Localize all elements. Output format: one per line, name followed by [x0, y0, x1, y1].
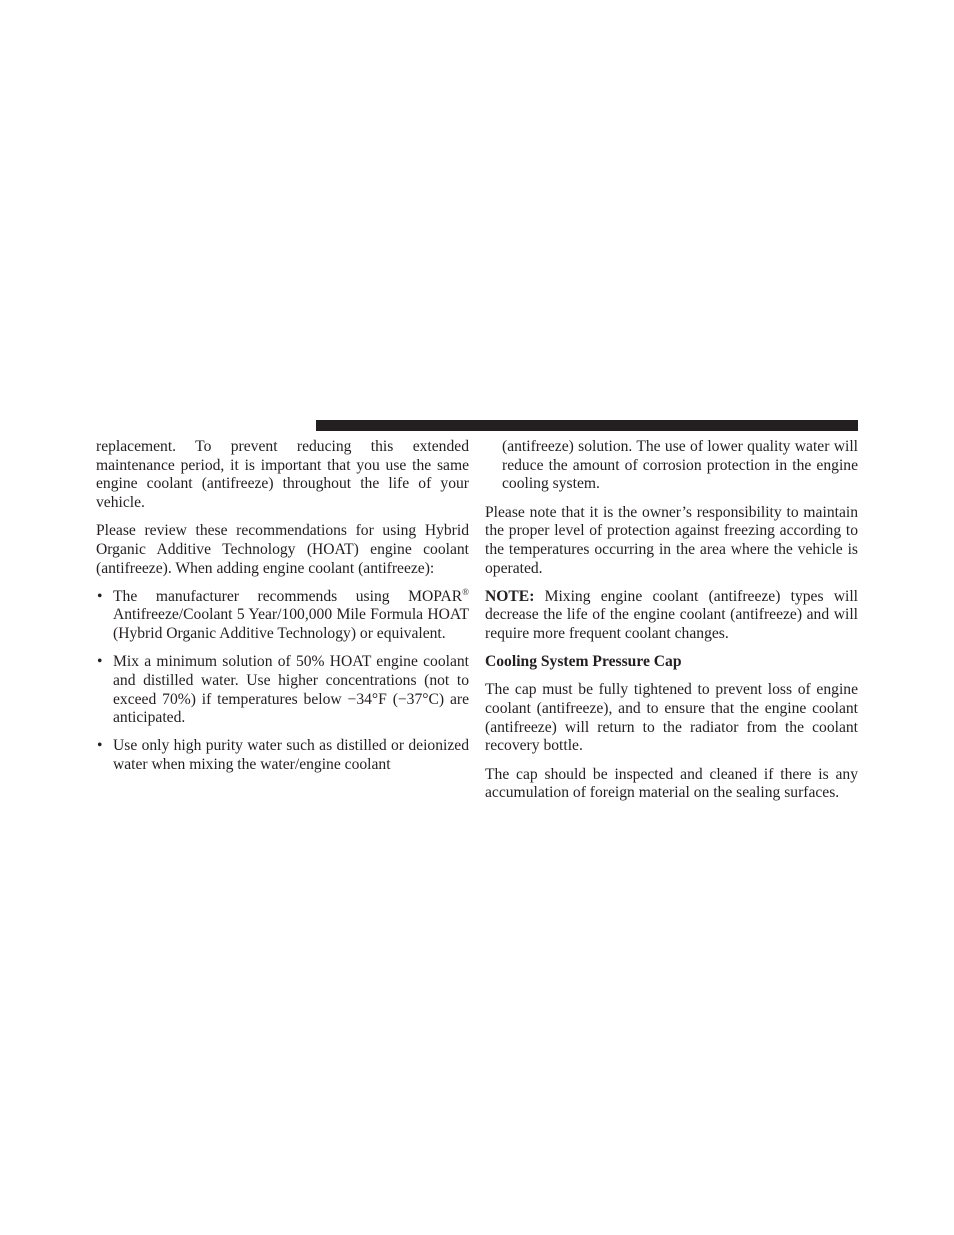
list-item [96, 653, 469, 728]
note-paragraph [485, 588, 858, 644]
list-item-text: Antifreeze/Coolant 5 Year/100,000 Mile Formula HOAT (Hybrid Organic Additive Technology) or equivalent. [113, 606, 469, 643]
bullet-marker: • [97, 737, 103, 755]
note-label: NOTE: [485, 587, 535, 605]
list-item-text: Use only high purity water such as distilled or deionized water when mixing the water/engine coolant [113, 737, 469, 774]
note-text: Mixing engine coolant (antifreeze) types will decrease the life of the engine coolant (antifreeze) and will require more frequent coolant changes. [485, 587, 858, 643]
bullet-marker: • [97, 587, 103, 605]
list-item [96, 588, 469, 644]
paragraph-cap-tightened: The cap must be fully tightened to prevent loss of engine coolant (antifreeze), and to ensure that the engine coolant (antifreeze) will return to the radiator from the coolant recovery bottle. [485, 681, 858, 755]
bullet-continuation: (antifreeze) solution. The use of lower quality water will reduce the amount of corrosion protection in the engine cooling system. [502, 438, 858, 493]
right-column [485, 438, 858, 812]
list-item [96, 737, 469, 774]
registered-mark: ® [462, 586, 469, 597]
list-item-text: Mix a minimum solution of 50% HOAT engine coolant and distilled water. Use higher concentrations (not to exceed 70%) if temperatures below −34°F (−37°C) are anticipated. [113, 653, 469, 727]
paragraph-recommendations: Please review these recommendations for using Hybrid Organic Additive Technology (HOAT) engine coolant (antifreeze). When adding engine coolant (antifreeze): [96, 522, 469, 577]
section-heading: Cooling System Pressure Cap [485, 653, 682, 671]
paragraph-replacement: replacement. To prevent reducing this extended maintenance period, it is important that you use the same engine coolant (antifreeze) throughout the life of your vehicle. [96, 438, 469, 512]
recommendation-list [96, 588, 469, 775]
section-header-bar [316, 420, 858, 431]
paragraph-cap-inspected: The cap should be inspected and cleaned if there is any accumulation of foreign material on the sealing surfaces. [485, 765, 858, 802]
list-item-text: The manufacturer recommends using MOPAR [113, 587, 463, 605]
bullet-marker: • [97, 653, 103, 671]
paragraph-owner-responsibility: Please note that it is the owner’s responsibility to maintain the proper level of protection against freezing according to the temperatures occurring in the area where the vehicle is operated. [485, 503, 858, 577]
left-column [96, 438, 469, 784]
